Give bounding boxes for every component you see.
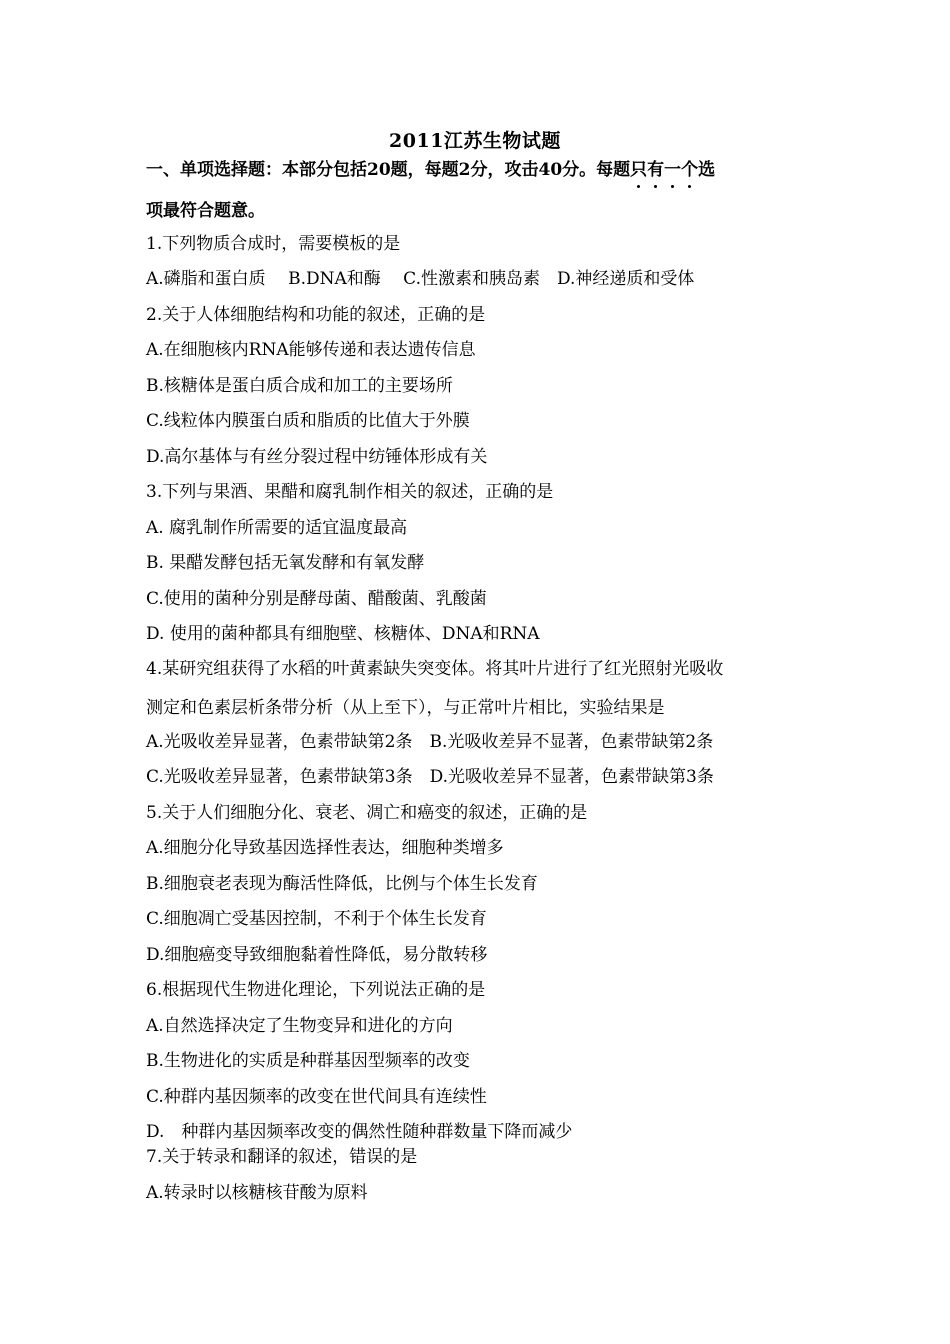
emphasis-char: 有 [647,160,665,180]
question-line: 3.下列与果酒、果醋和腐乳制作相关的叙述，正确的是 [146,482,554,502]
question-line: 7.关于转录和翻译的叙述，错误的是 [146,1147,418,1167]
option-line: D.高尔基体与有丝分裂过程中纺锤体形成有关 [146,447,488,467]
section-heading-text: 一、单项选择题：本部分包括20题，每题2分，攻击40分。每题 [146,160,631,180]
question-line: 6.根据现代生物进化理论，下列说法正确的是 [146,980,486,1000]
option-line: C.线粒体内膜蛋白质和脂质的比值大于外膜 [146,411,470,431]
section-heading-end: 选 [698,160,716,180]
emphasis-char: 个 [681,160,699,180]
option-line: C.使用的菌种分别是酵母菌、醋酸菌、乳酸菌 [146,589,487,609]
option-line: C.种群内基因频率的改变在世代间具有连续性 [146,1087,487,1107]
emphasis-char: 只 [630,160,648,180]
emphasis-char: 一 [664,160,682,180]
option-line: D. 种群内基因频率改变的偶然性随种群数量下降而减少 [146,1122,573,1142]
option-line: B. 果醋发酵包括无氧发酵和有氧发酵 [146,553,425,573]
option-line: A.在细胞核内RNA能够传递和表达遗传信息 [146,340,476,360]
page-title: 2011江苏生物试题 [389,130,561,152]
option-line: A.转录时以核糖核苷酸为原料 [146,1183,368,1203]
option-line: A. 腐乳制作所需要的适宜温度最高 [146,518,408,538]
option-line: B.核糖体是蛋白质合成和加工的主要场所 [146,376,453,396]
question-line: 4.某研究组获得了水稻的叶黄素缺失突变体。将其叶片进行了红光照射光吸收 [146,659,724,679]
section-heading-cont: 项最符合题意。 [146,201,265,221]
option-line: D.细胞癌变导致细胞黏着性降低，易分散转移 [146,945,488,965]
option-line: C.细胞凋亡受基因控制，不利于个体生长发育 [146,909,487,929]
option-line: A.光吸收差异显著，色素带缺第2条 B.光吸收差异不显著，色素带缺第2条 [146,732,714,752]
question-line: 5.关于人们细胞分化、衰老、凋亡和癌变的叙述，正确的是 [146,803,588,823]
option-line: B.生物进化的实质是种群基因型频率的改变 [146,1051,470,1071]
option-line: A.自然选择决定了生物变异和进化的方向 [146,1016,453,1036]
option-line: A.磷脂和蛋白质 B.DNA和酶 C.性激素和胰岛素 D.神经递质和受体 [146,269,695,289]
question-line: 2.关于人体细胞结构和功能的叙述，正确的是 [146,305,486,325]
section-heading [146,159,715,181]
question-line: 1.下列物质合成时，需要模板的是 [146,234,401,254]
option-line: A.细胞分化导致基因选择性表达，细胞种类增多 [146,838,504,858]
option-line: C.光吸收差异显著，色素带缺第3条 D.光吸收差异不显著，色素带缺第3条 [146,767,714,787]
option-line: D. 使用的菌种都具有细胞壁、核糖体、DNA和RNA [146,624,540,644]
option-line: B.细胞衰老表现为酶活性降低，比例与个体生长发育 [146,874,538,894]
question-line-cont: 测定和色素层析条带分析（从上至下），与正常叶片相比，实验结果是 [146,698,665,718]
